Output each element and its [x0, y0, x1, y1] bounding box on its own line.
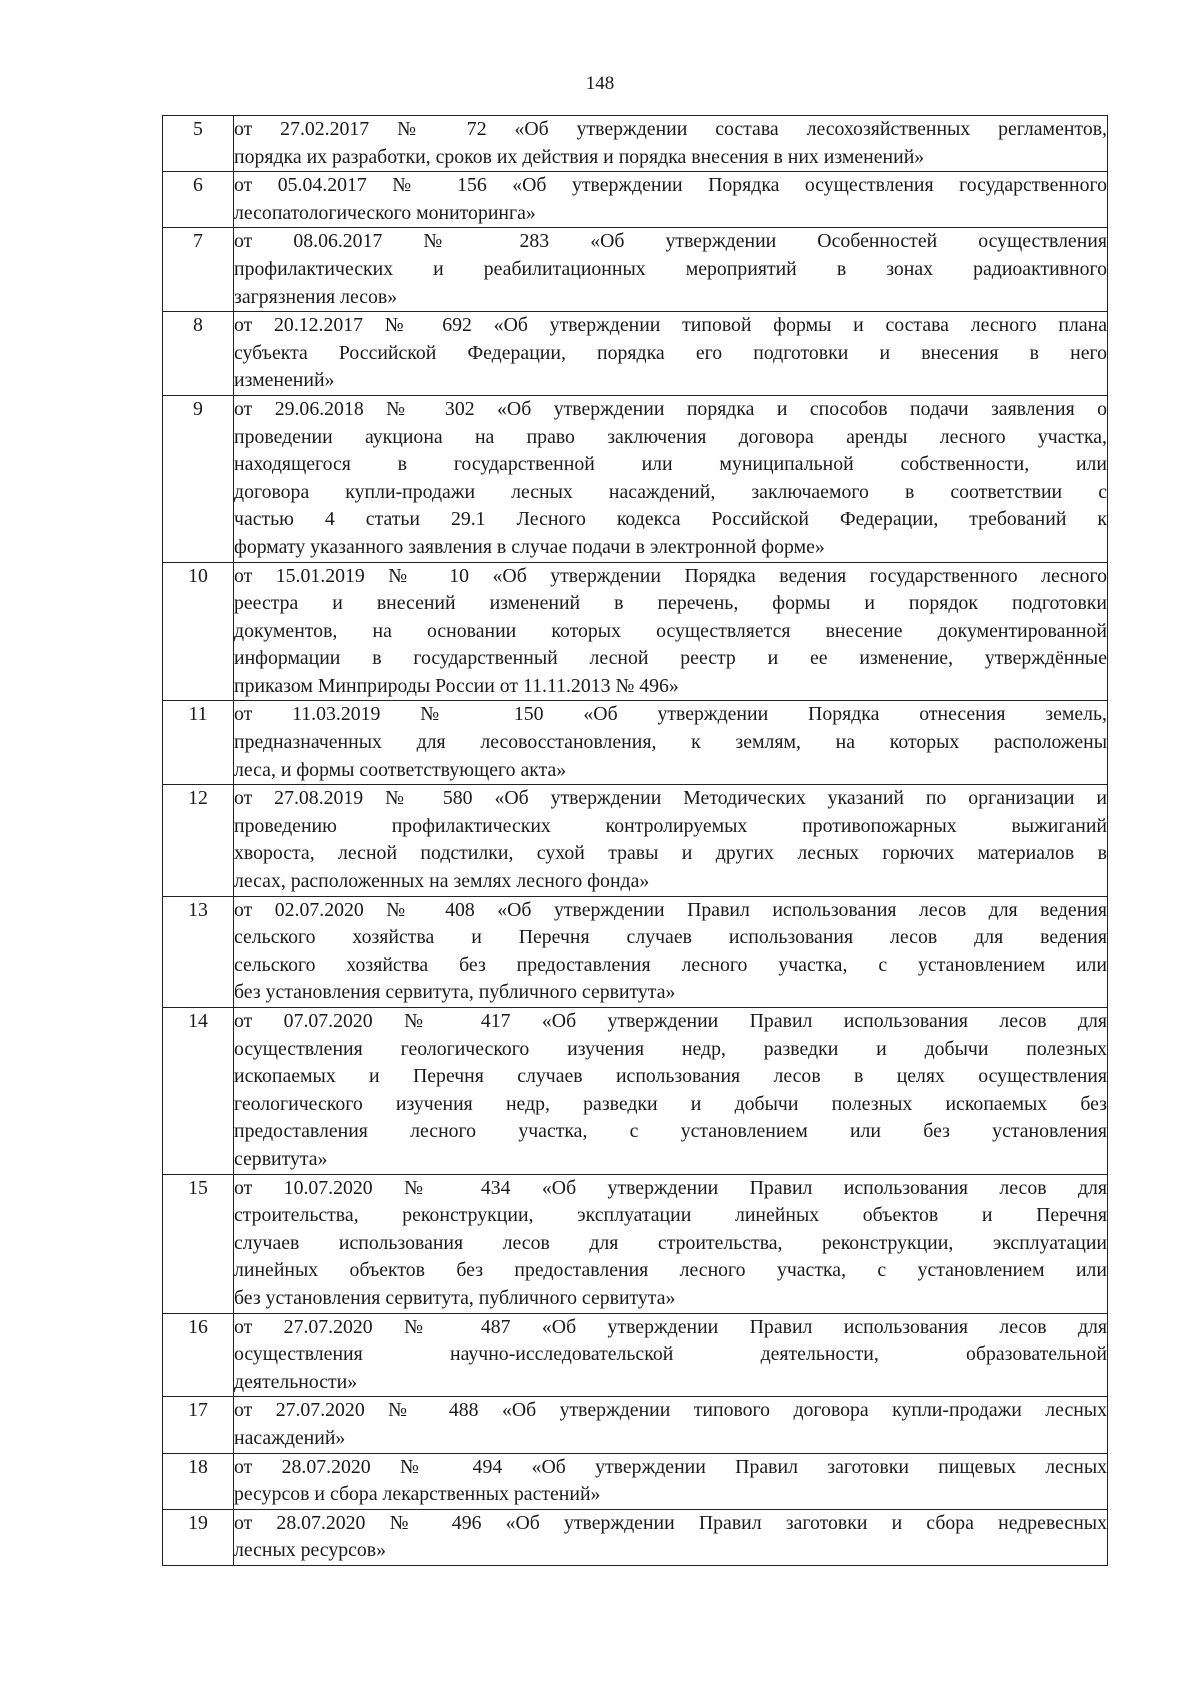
table-row	[163, 228, 1108, 312]
text-line: лесных ресурсов»	[234, 1539, 387, 1562]
row-number: 13	[163, 896, 234, 1007]
table-body	[163, 116, 1108, 1566]
text-line: частью 4 статьи 29.1 Лесного кодекса Российской Федерации, требований к	[234, 508, 1107, 531]
table-row	[163, 312, 1108, 396]
text-line: линейных объектов без предоставления лесного участка, с установлением или	[234, 1259, 1107, 1282]
row-number: 5	[163, 116, 234, 172]
text-line: от 15.01.2019 № 10 «Об утверждении Порядка ведения государственного лесного	[234, 564, 1107, 587]
text-line: строительства, реконструкции, эксплуатации линейных объектов и Перечня	[234, 1204, 1107, 1227]
table-row	[163, 172, 1108, 228]
text-line: проведению профилактических контролируемых противопожарных выжиганий	[234, 814, 1107, 837]
row-text	[234, 1174, 1108, 1313]
row-text	[234, 228, 1108, 312]
text-line: от 29.06.2018 № 302 «Об утверждении порядка и способов подачи заявления о	[234, 397, 1107, 420]
text-line: от 20.12.2017 № 692 «Об утверждении типовой формы и состава лесного плана	[234, 314, 1107, 337]
regulations-table	[162, 115, 1108, 1566]
page-number: 148	[585, 73, 615, 94]
text-line: сервитута»	[234, 1147, 328, 1170]
text-line: осуществления геологического изучения недр, разведки и добычи полезных	[234, 1037, 1107, 1060]
row-text	[234, 1453, 1108, 1509]
row-text	[234, 312, 1108, 396]
text-line: случаев использования лесов для строительства, реконструкции, эксплуатации	[234, 1231, 1107, 1254]
table-row	[163, 785, 1108, 896]
text-line: от 10.07.2020 № 434 «Об утверждении Правил использования лесов для	[234, 1176, 1107, 1199]
row-number: 9	[163, 395, 234, 562]
text-line: хвороста, лесной подстилки, сухой травы и других лесных горючих материалов в	[234, 842, 1107, 865]
row-text	[234, 896, 1108, 1007]
text-line: сельского хозяйства и Перечня случаев использования лесов для ведения	[234, 926, 1107, 949]
text-line: геологического изучения недр, разведки и добычи полезных ископаемых без	[234, 1092, 1107, 1115]
text-line: договора купли-продажи лесных насаждений, заключаемого в соответствии с	[234, 480, 1107, 503]
row-number: 18	[163, 1453, 234, 1509]
text-line: приказом Минприроды России от 11.11.2013 № 496»	[234, 674, 679, 697]
text-line: осуществления научно-исследовательской деятельности, образовательной	[234, 1343, 1107, 1366]
table-row	[163, 896, 1108, 1007]
table-row	[163, 1008, 1108, 1175]
text-line: ресурсов и сбора лекарственных растений»	[234, 1483, 601, 1506]
text-line: сельского хозяйства без предоставления лесного участка, с установлением или	[234, 953, 1107, 976]
table-row	[163, 701, 1108, 785]
row-text	[234, 562, 1108, 701]
text-line: от 28.07.2020 № 496 «Об утверждении Правил заготовки и сбора недревесных	[234, 1511, 1107, 1534]
text-line: находящегося в государственной или муниципальной собственности, или	[234, 453, 1107, 476]
text-line: загрязнения лесов»	[234, 285, 398, 308]
row-text	[234, 1313, 1108, 1397]
row-number: 19	[163, 1509, 234, 1565]
table-row	[163, 1509, 1108, 1565]
row-text	[234, 785, 1108, 896]
text-line: от 11.03.2019 № 150 «Об утверждении Порядка отнесения земель,	[234, 703, 1107, 726]
table-row	[163, 1453, 1108, 1509]
text-line: документов, на основании которых осуществляется внесение документированной	[234, 619, 1107, 642]
text-line: порядка их разработки, сроков их действия и порядка внесения в них изменений»	[234, 145, 925, 168]
row-text	[234, 395, 1108, 562]
text-line: формату указанного заявления в случае подачи в электронной форме»	[234, 535, 825, 558]
table-row	[163, 562, 1108, 701]
text-line: проведении аукциона на право заключения договора аренды лесного участка,	[234, 425, 1107, 448]
table-row	[163, 395, 1108, 562]
table-row	[163, 116, 1108, 172]
text-line: предназначенных для лесовосстановления, к землям, на которых расположены	[234, 731, 1107, 754]
text-line: от 27.08.2019 № 580 «Об утверждении Методических указаний по организации и	[234, 787, 1107, 810]
row-text	[234, 116, 1108, 172]
text-line: без установления сервитута, публичного сервитута»	[234, 981, 676, 1004]
text-line: лесопатологического мониторинга»	[234, 201, 536, 224]
row-text	[234, 1008, 1108, 1175]
table-row	[163, 1174, 1108, 1313]
text-line: от 07.07.2020 № 417 «Об утверждении Правил использования лесов для	[234, 1010, 1107, 1032]
text-line: от 27.07.2020 № 487 «Об утверждении Правил использования лесов для	[234, 1315, 1107, 1338]
table-row	[163, 1313, 1108, 1397]
row-number: 17	[163, 1397, 234, 1453]
text-line: реестра и внесений изменений в перечень, формы и порядок подготовки	[234, 592, 1107, 615]
row-text	[234, 1509, 1108, 1565]
row-number: 10	[163, 562, 234, 701]
row-number: 15	[163, 1174, 234, 1313]
text-line: от 27.07.2020 № 488 «Об утверждении типового договора купли-продажи лесных	[234, 1399, 1107, 1422]
text-line: от 27.02.2017 № 72 «Об утверждении состава лесохозяйственных регламентов,	[234, 118, 1107, 140]
text-line: от 05.04.2017 № 156 «Об утверждении Порядка осуществления государственного	[234, 174, 1107, 197]
text-line: леса, и формы соответствующего акта»	[234, 758, 567, 781]
row-number: 16	[163, 1313, 234, 1397]
text-line: изменений»	[234, 369, 335, 392]
row-number: 11	[163, 701, 234, 785]
row-text	[234, 1397, 1108, 1453]
row-number: 14	[163, 1008, 234, 1175]
text-line: от 28.07.2020 № 494 «Об утверждении Правил заготовки пищевых лесных	[234, 1455, 1107, 1478]
row-text	[234, 701, 1108, 785]
row-text	[234, 172, 1108, 228]
text-line: предоставления лесного участка, с установлением или без установления	[234, 1120, 1107, 1143]
text-line: от 08.06.2017 № 283 «Об утверждении Особенностей осуществления	[234, 230, 1107, 253]
text-line: субъекта Российской Федерации, порядка его подготовки и внесения в него	[234, 341, 1107, 364]
text-line: ископаемых и Перечня случаев использования лесов в целях осуществления	[234, 1065, 1107, 1088]
text-line: деятельности»	[234, 1370, 358, 1393]
row-number: 6	[163, 172, 234, 228]
text-line: информации в государственный лесной реестр и ее изменение, утверждённые	[234, 647, 1107, 670]
row-number: 12	[163, 785, 234, 896]
table-row	[163, 1397, 1108, 1453]
text-line: профилактических и реабилитационных мероприятий в зонах радиоактивного	[234, 257, 1107, 280]
text-line: лесах, расположенных на землях лесного фонда»	[234, 870, 650, 893]
row-number: 8	[163, 312, 234, 396]
text-line: насаждений»	[234, 1426, 346, 1449]
text-line: без установления сервитута, публичного сервитута»	[234, 1286, 676, 1309]
row-number: 7	[163, 228, 234, 312]
text-line: от 02.07.2020 № 408 «Об утверждении Правил использования лесов для ведения	[234, 898, 1107, 921]
